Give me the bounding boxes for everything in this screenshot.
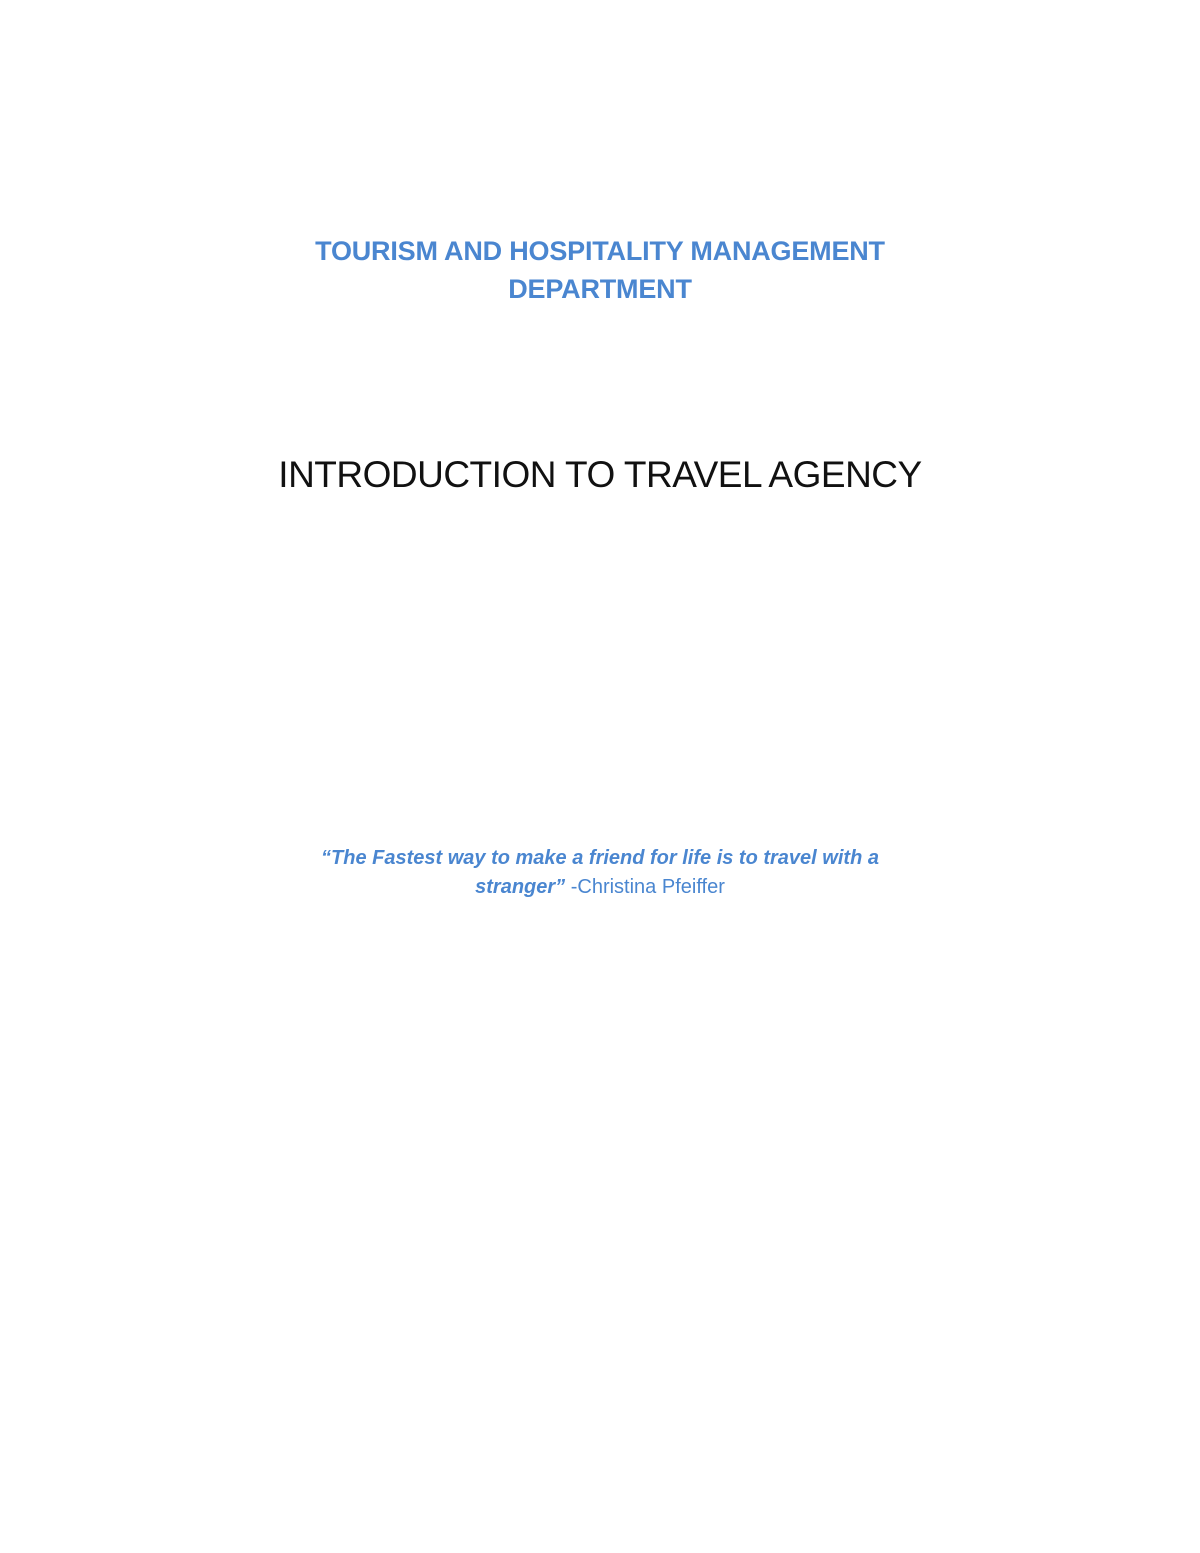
course-title: INTRODUCTION TO TRAVEL AGENCY [278, 454, 922, 495]
quote-line-2 [0, 873, 1200, 902]
quote-block [0, 844, 1200, 902]
department-line-2: DEPARTMENT [508, 274, 692, 304]
department-line-1: TOURISM AND HOSPITALITY MANAGEMENT [315, 236, 885, 266]
quote-line-1: “The Fastest way to make a friend for life is to travel with a [321, 847, 879, 869]
department-heading [0, 232, 1200, 308]
quote-line-2-text: stranger” [475, 876, 566, 898]
quote-author: -Christina Pfeiffer [565, 876, 725, 898]
